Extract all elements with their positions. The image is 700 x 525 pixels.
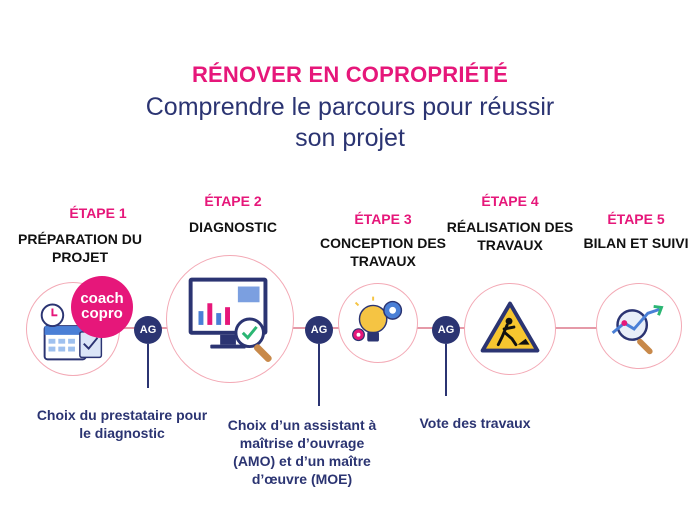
step-5-name: BILAN ET SUIVI [583, 235, 689, 251]
timeline-connector [554, 327, 598, 329]
lightbulb-gears-icon [339, 284, 417, 362]
step-4-name: RÉALISATION DES TRAVAUX [446, 219, 574, 253]
step-5-circle [596, 283, 682, 369]
step-5-number: ÉTAPE 5 [607, 211, 665, 227]
step-3-name: CONCEPTION DES TRAVAUX [319, 235, 446, 269]
logo-text-copro: copro [81, 305, 123, 322]
step-2-number: ÉTAPE 2 [204, 193, 262, 209]
step-2-circle [166, 255, 294, 383]
chart-magnifier-icon [597, 284, 681, 368]
diagram-title: RÉNOVER EN COPROPRIÉTÉ [191, 62, 509, 87]
step-1-name: PRÉPARATION DU PROJET [18, 231, 142, 265]
step-3-number: ÉTAPE 3 [354, 211, 412, 227]
step-3-circle [338, 283, 418, 363]
step-4-number: ÉTAPE 4 [481, 193, 539, 209]
ag-marker-2: AG [305, 316, 333, 344]
step-4-circle [464, 283, 556, 375]
roadwork-sign-icon [465, 284, 555, 374]
monitor-magnifier-icon [167, 256, 293, 382]
step-2-name: DIAGNOSTIC [189, 219, 277, 235]
coach-copro-logo [71, 276, 133, 338]
ag-2-action-text: Choix d’un assistant à maîtrise d’ouvrage (AMO) et d’un maître d’œuvre (MOE) [227, 417, 377, 487]
logo-text-coach: coach [80, 290, 124, 307]
ag-3-action-text: Vote des travaux [419, 415, 531, 431]
ag-marker-2-line [318, 344, 320, 406]
ag-marker-3: AG [432, 316, 460, 344]
ag-1-action-text: Choix du prestataire pour le diagnostic [36, 407, 208, 441]
diagram-subtitle: Comprendre le parcours pour réussir son projet [145, 93, 555, 152]
ag-marker-3-line [445, 344, 447, 396]
step-1-number: ÉTAPE 1 [69, 205, 127, 221]
ag-marker-1-line [147, 344, 149, 388]
ag-marker-1: AG [134, 316, 162, 344]
